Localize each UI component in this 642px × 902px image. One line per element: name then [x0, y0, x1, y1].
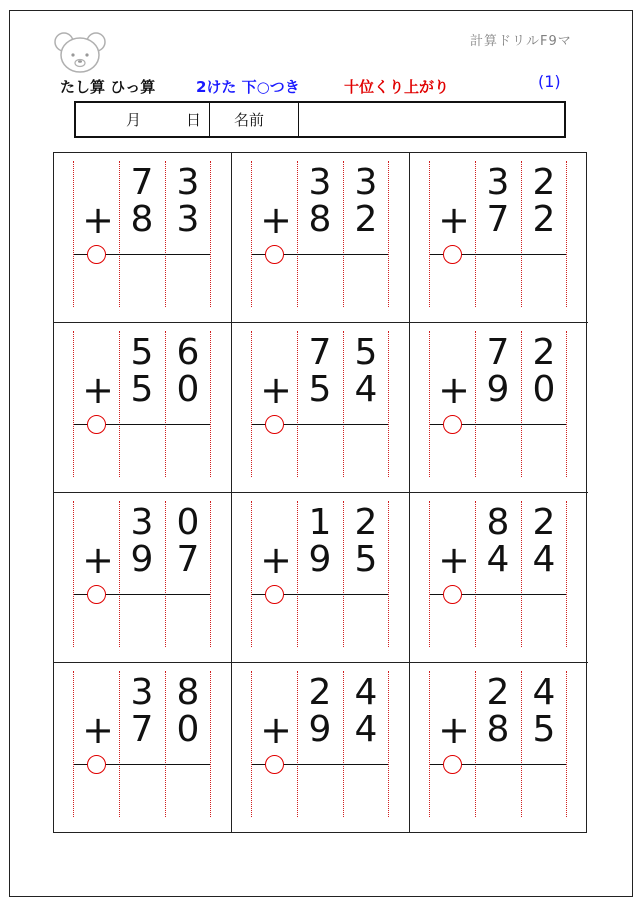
column-guide-line: [73, 161, 74, 307]
title-digits: 2けた 下○つき: [196, 78, 300, 96]
plus-sign: +: [260, 538, 292, 582]
addend-top-ones: 4: [532, 672, 556, 713]
column-guide-line: [475, 671, 476, 817]
carry-circle[interactable]: [443, 245, 462, 264]
column-guide-line: [475, 161, 476, 307]
column-guide-line: [343, 331, 344, 477]
column-guide-line: [343, 501, 344, 647]
plus-sign: +: [260, 368, 292, 412]
plus-sign: +: [438, 538, 470, 582]
column-guide-line: [73, 331, 74, 477]
column-guide-line: [388, 671, 389, 817]
carry-circle[interactable]: [87, 245, 106, 264]
addend-top-ones: 3: [176, 162, 200, 203]
addend-top-ones: 5: [354, 332, 378, 373]
addend-bottom-ones: 5: [532, 709, 556, 750]
column-guide-line: [210, 331, 211, 477]
column-guide-line: [521, 501, 522, 647]
column-guide-line: [251, 161, 252, 307]
plus-sign: +: [438, 368, 470, 412]
problem-cell: [54, 493, 232, 663]
addend-bottom-ones: 2: [354, 199, 378, 240]
problem-cell: [410, 323, 588, 493]
plus-sign: +: [82, 538, 114, 582]
addend-bottom-tens: 9: [308, 539, 332, 580]
column-guide-line: [343, 671, 344, 817]
addend-bottom-ones: 3: [176, 199, 200, 240]
name-divider: [298, 103, 299, 136]
addend-top-tens: 2: [308, 672, 332, 713]
addend-bottom-ones: 7: [176, 539, 200, 580]
carry-circle[interactable]: [87, 585, 106, 604]
addend-bottom-tens: 5: [308, 369, 332, 410]
name-label: 名前: [234, 111, 265, 129]
problem-cell: [410, 153, 588, 323]
addend-bottom-tens: 7: [130, 709, 154, 750]
problem-cell: [232, 493, 410, 663]
column-guide-line: [429, 501, 430, 647]
addend-bottom-ones: 0: [532, 369, 556, 410]
addend-top-tens: 3: [486, 162, 510, 203]
problem-grid: [53, 152, 587, 833]
column-guide-line: [566, 671, 567, 817]
carry-circle[interactable]: [443, 755, 462, 774]
addend-bottom-tens: 5: [130, 369, 154, 410]
column-guide-line: [566, 501, 567, 647]
problem-cell: [54, 663, 232, 833]
column-guide-line: [388, 161, 389, 307]
worksheet-title: [60, 76, 580, 98]
addend-bottom-ones: 5: [354, 539, 378, 580]
column-guide-line: [343, 161, 344, 307]
addend-bottom-tens: 8: [486, 709, 510, 750]
addend-bottom-ones: 4: [354, 369, 378, 410]
column-guide-line: [429, 161, 430, 307]
column-guide-line: [165, 501, 166, 647]
addend-top-tens: 3: [130, 502, 154, 543]
addend-bottom-tens: 9: [308, 709, 332, 750]
addend-top-ones: 4: [354, 672, 378, 713]
carry-circle[interactable]: [265, 585, 284, 604]
addend-bottom-ones: 0: [176, 709, 200, 750]
column-guide-line: [165, 671, 166, 817]
addend-top-tens: 3: [130, 672, 154, 713]
addend-bottom-tens: 7: [486, 199, 510, 240]
problem-cell: [54, 153, 232, 323]
addend-top-ones: 0: [176, 502, 200, 543]
plus-sign: +: [260, 198, 292, 242]
sheet-number: (1): [538, 72, 561, 91]
brand-name: 計算ドリルF9マ: [470, 34, 572, 49]
addend-bottom-ones: 2: [532, 199, 556, 240]
addend-top-tens: 1: [308, 502, 332, 543]
addend-top-tens: 7: [308, 332, 332, 373]
column-guide-line: [297, 331, 298, 477]
column-guide-line: [73, 501, 74, 647]
plus-sign: +: [438, 198, 470, 242]
problem-cell: [232, 323, 410, 493]
column-guide-line: [119, 501, 120, 647]
addend-top-ones: 2: [532, 162, 556, 203]
column-guide-line: [566, 331, 567, 477]
column-guide-line: [388, 501, 389, 647]
column-guide-line: [251, 501, 252, 647]
carry-circle[interactable]: [265, 245, 284, 264]
plus-sign: +: [438, 708, 470, 752]
column-guide-line: [429, 671, 430, 817]
problem-cell: [410, 493, 588, 663]
addend-top-ones: 2: [532, 332, 556, 373]
date-name-box: [74, 101, 566, 138]
problem-cell: [232, 663, 410, 833]
addend-bottom-ones: 0: [176, 369, 200, 410]
addend-top-tens: 2: [486, 672, 510, 713]
column-guide-line: [429, 331, 430, 477]
addend-top-tens: 3: [308, 162, 332, 203]
addend-top-ones: 2: [354, 502, 378, 543]
column-guide-line: [521, 161, 522, 307]
problem-cell: [410, 663, 588, 833]
column-guide-line: [521, 671, 522, 817]
column-guide-line: [165, 331, 166, 477]
plus-sign: +: [82, 708, 114, 752]
addend-bottom-tens: 8: [308, 199, 332, 240]
carry-circle[interactable]: [265, 415, 284, 434]
column-guide-line: [119, 331, 120, 477]
day-label: 日: [186, 111, 202, 129]
addend-top-tens: 5: [130, 332, 154, 373]
column-guide-line: [566, 161, 567, 307]
column-guide-line: [210, 161, 211, 307]
column-guide-line: [210, 671, 211, 817]
carry-circle[interactable]: [265, 755, 284, 774]
column-guide-line: [210, 501, 211, 647]
addend-top-tens: 7: [486, 332, 510, 373]
plus-sign: +: [82, 198, 114, 242]
addend-bottom-tens: 8: [130, 199, 154, 240]
column-guide-line: [475, 331, 476, 477]
carry-circle[interactable]: [87, 415, 106, 434]
addend-top-ones: 2: [532, 502, 556, 543]
plus-sign: +: [82, 368, 114, 412]
addend-bottom-ones: 4: [532, 539, 556, 580]
column-guide-line: [251, 671, 252, 817]
plus-sign: +: [260, 708, 292, 752]
addend-bottom-ones: 4: [354, 709, 378, 750]
addend-top-ones: 3: [354, 162, 378, 203]
carry-circle[interactable]: [87, 755, 106, 774]
column-guide-line: [521, 331, 522, 477]
column-guide-line: [251, 331, 252, 477]
addend-top-ones: 6: [176, 332, 200, 373]
addend-top-tens: 7: [130, 162, 154, 203]
addend-top-ones: 8: [176, 672, 200, 713]
column-guide-line: [475, 501, 476, 647]
carry-circle[interactable]: [443, 585, 462, 604]
month-label: 月: [126, 111, 142, 129]
addend-bottom-tens: 9: [130, 539, 154, 580]
column-guide-line: [297, 671, 298, 817]
addend-top-tens: 8: [486, 502, 510, 543]
column-guide-line: [165, 161, 166, 307]
addend-bottom-tens: 9: [486, 369, 510, 410]
column-guide-line: [119, 161, 120, 307]
column-guide-line: [119, 671, 120, 817]
addend-bottom-tens: 4: [486, 539, 510, 580]
bear-logo-icon: [50, 28, 110, 76]
problem-cell: [232, 153, 410, 323]
column-guide-line: [297, 501, 298, 647]
title-carry: 十位くり上がり: [344, 78, 450, 96]
title-operation: たし算 ひっ算: [60, 78, 156, 96]
problem-cell: [54, 323, 232, 493]
column-guide-line: [297, 161, 298, 307]
date-divider: [209, 103, 210, 136]
carry-circle[interactable]: [443, 415, 462, 434]
column-guide-line: [73, 671, 74, 817]
column-guide-line: [388, 331, 389, 477]
